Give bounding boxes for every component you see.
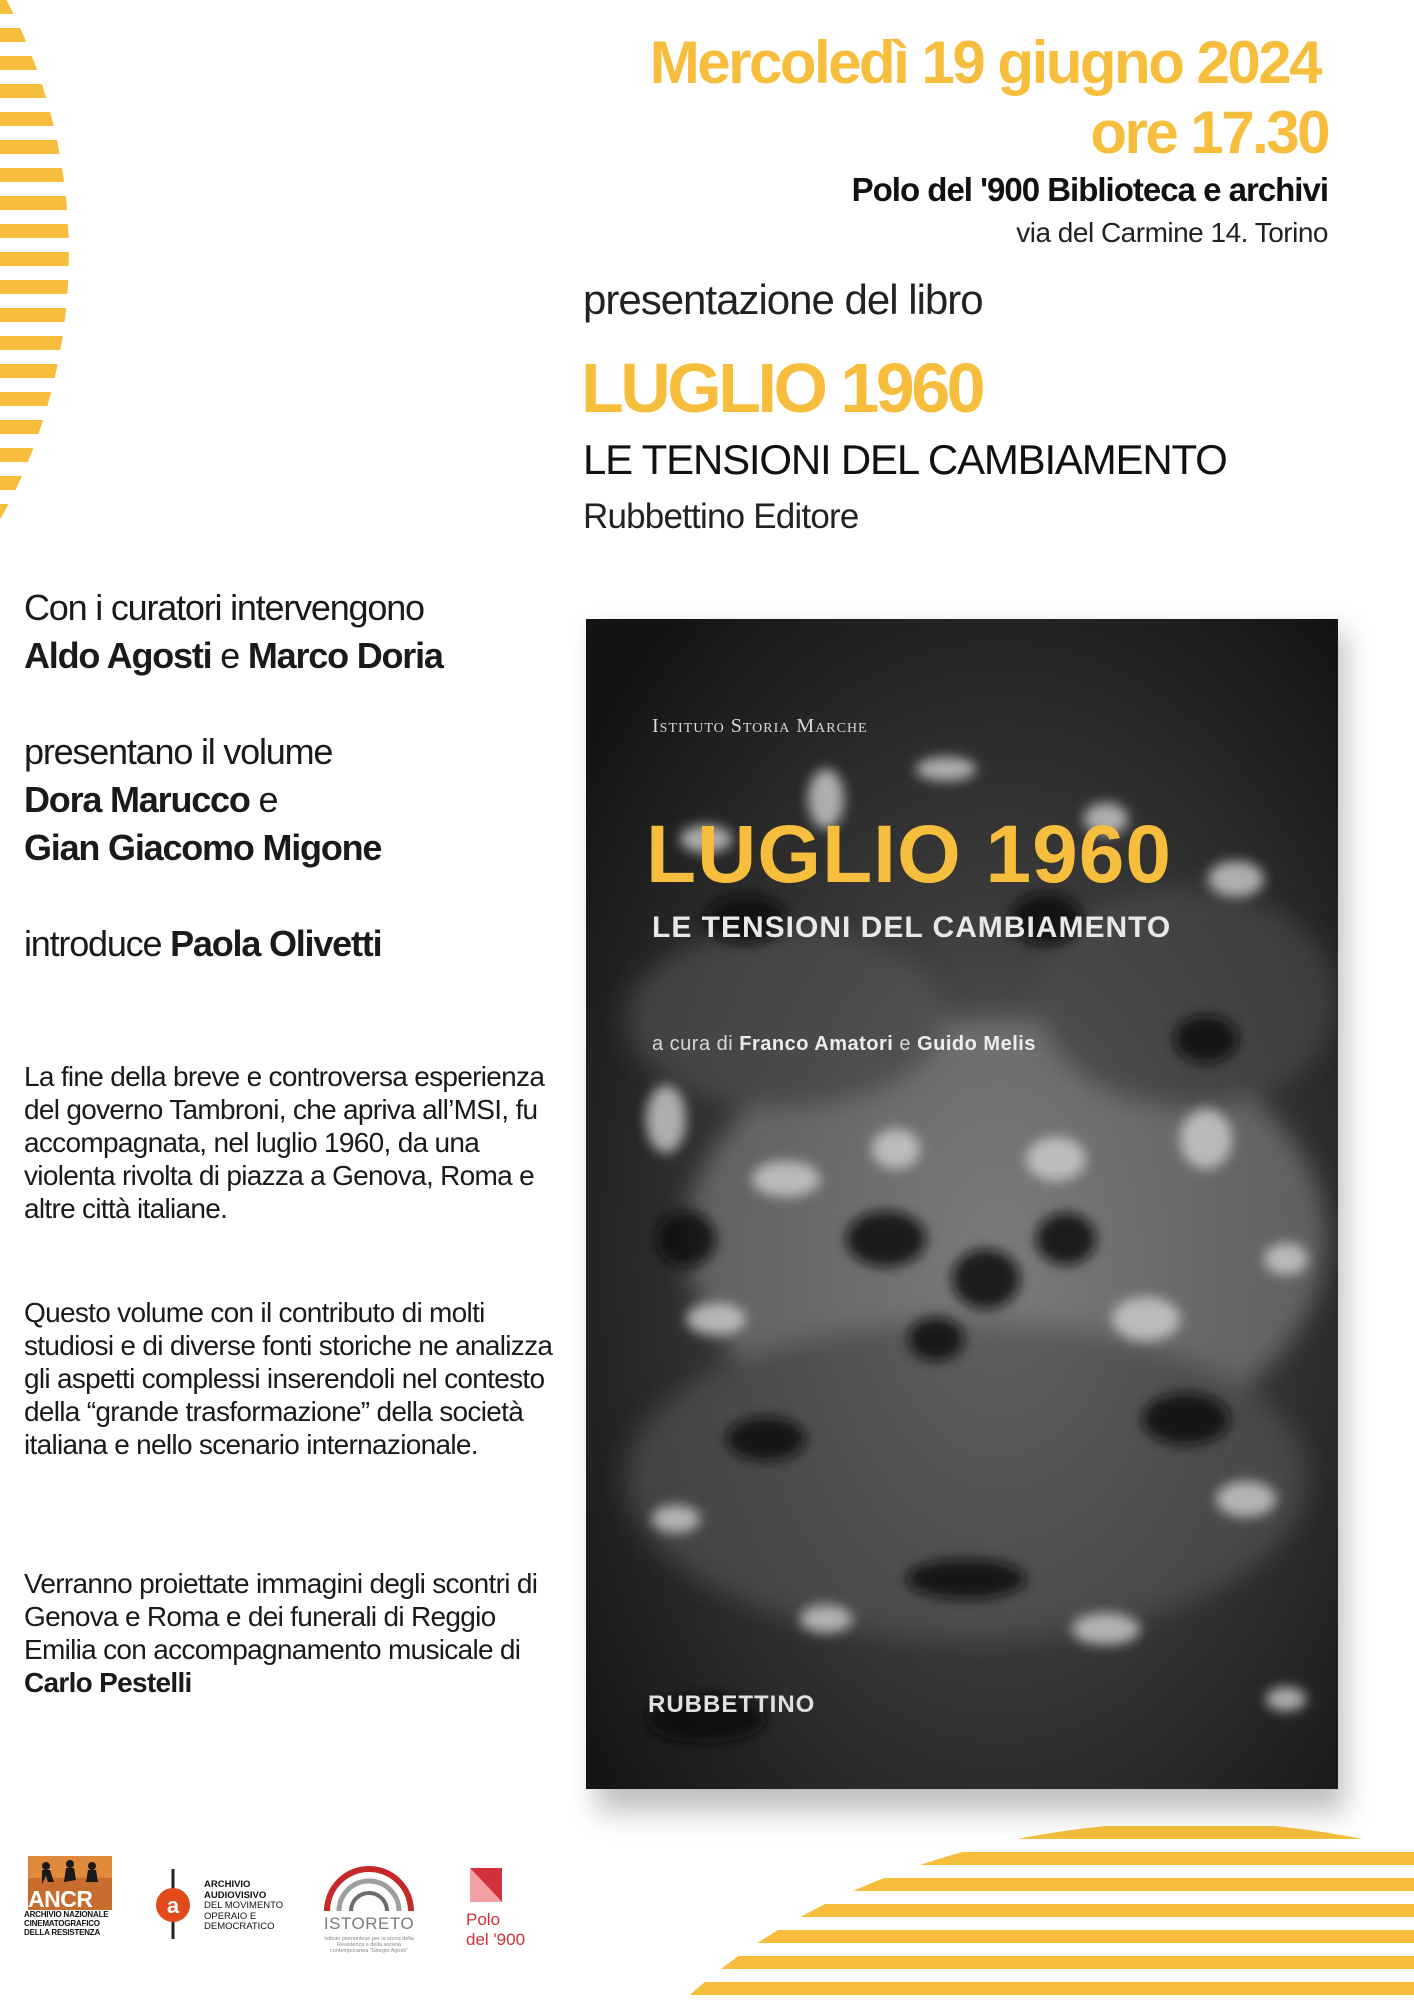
striped-semicircle-decoration-bottom xyxy=(630,1822,1414,2000)
istoreto-name: ISTORETO xyxy=(323,1914,415,1933)
cover-subtitle: LE TENSIONI DEL CAMBIAMENTO xyxy=(652,911,1172,944)
book-subtitle: LE TENSIONI DEL CAMBIAMENTO xyxy=(583,436,1227,483)
svg-text:a: a xyxy=(166,1893,180,1918)
ancr-name: ARCHIVIO NAZIONALE CINEMATOGRAFICO DELLA RESISTENZA xyxy=(24,1910,109,1937)
book-title: LUGLIO 1960 xyxy=(581,349,983,427)
introducer-name: Paola Olivetti xyxy=(170,923,382,964)
introducer-line xyxy=(24,920,554,968)
musician-name: Carlo Pestelli xyxy=(24,1667,192,1698)
speaker-name: Marco Doria xyxy=(247,635,443,676)
book-cover xyxy=(586,619,1338,1789)
cover-publisher: RUBBETTINO xyxy=(648,1691,816,1718)
cover-institute: Istituto Storia Marche xyxy=(652,715,868,737)
polo-del-900-logo xyxy=(466,1866,506,1906)
event-time: ore 17.30 xyxy=(1090,99,1328,166)
polo-line: del '900 xyxy=(466,1930,526,1949)
editor-name: Franco Amatori xyxy=(739,1033,894,1055)
presentation-label: presentazione del libro xyxy=(583,276,983,323)
venue-name: Polo del '900 Biblioteca e archivi xyxy=(851,171,1328,208)
archivio-audiovisivo-name xyxy=(204,1880,324,1933)
venue-address: via del Carmine 14. Torino xyxy=(1016,217,1328,248)
description-paragraph xyxy=(24,1567,569,1699)
speakers-intro: Con i curatori intervengono xyxy=(24,587,424,628)
editor-name: Guido Melis xyxy=(917,1033,1036,1055)
introduce-label: introduce xyxy=(24,923,162,964)
polo-del-900-name xyxy=(466,1910,546,1950)
speakers-names xyxy=(24,632,554,680)
author-name: Dora Marucco xyxy=(24,779,250,820)
archivio-line: DEMOCRATICO xyxy=(204,1921,275,1932)
volume-label: presentano il volume xyxy=(24,731,333,772)
cover-title: LUGLIO 1960 xyxy=(646,809,1172,900)
cover-crowd-photo xyxy=(586,619,1338,1789)
connector: e xyxy=(220,635,240,676)
istoreto-logo xyxy=(321,1863,417,1913)
ancr-acronym: ANCR xyxy=(28,1886,93,1912)
book-publisher: Rubbettino Editore xyxy=(583,497,859,536)
connector: e xyxy=(258,779,278,820)
archivio-line: DEL MOVIMENTO xyxy=(204,1900,284,1911)
archivio-line: ARCHIVIO xyxy=(204,1879,251,1890)
event-date: Mercoledì 19 giugno 2024 xyxy=(649,29,1320,96)
speaker-name: Aldo Agosti xyxy=(24,635,212,676)
archivio-line: OPERAIO E xyxy=(204,1910,257,1922)
archivio-line: AUDIOVISIVO xyxy=(204,1889,267,1901)
cover-editors xyxy=(652,1033,1036,1056)
authors-line xyxy=(24,776,554,824)
istoreto-tagline: Istituto piemontese per la storia della Resistenza e della società contemporanea "Giorgio Agosti" xyxy=(324,1936,414,1954)
connector: e xyxy=(899,1033,912,1055)
description-paragraph: La fine della breve e controversa esperienza del governo Tambroni, che apriva all’MSI, fu accompagnata, nel luglio 1960, da una violenta rivolta di piazza a Genova, Roma e altre città italiane. xyxy=(24,1061,545,1224)
archivio-audiovisivo-logo xyxy=(150,1869,196,1939)
description-text: Verranno proiettate immagini degli scontri di Genova e Roma e dei funerali di Reggio Emilia con accompagnamento musicale di xyxy=(24,1568,538,1665)
author-name: Gian Giacomo Migone xyxy=(24,827,382,868)
description-paragraph: Questo volume con il contributo di molti studiosi e di diverse fonti storiche ne analizza gli aspetti complessi inserendoli nel contesto della “grande trasformazione” della società italiana e nello scenario internazionale. xyxy=(24,1297,553,1460)
editors-prefix: a cura di xyxy=(652,1033,734,1055)
polo-line: Polo xyxy=(466,1910,501,1929)
